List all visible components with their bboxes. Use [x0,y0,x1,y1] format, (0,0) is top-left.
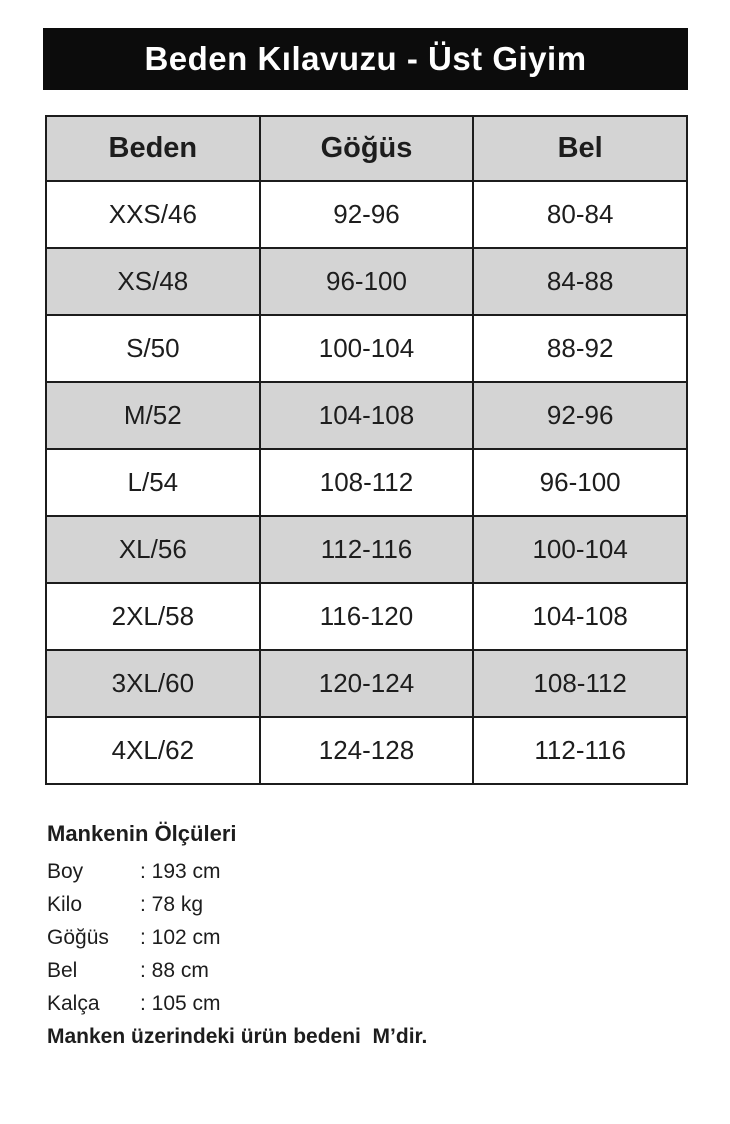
measurement-label: Göğüs [47,926,109,949]
table-row [46,516,687,583]
chest-cell: 96-100 [260,248,474,315]
waist-cell: 80-84 [473,181,687,248]
table-row [46,717,687,784]
column-header-bel: Bel [473,116,687,181]
size-cell: XL/56 [46,516,260,583]
size-cell: 3XL/60 [46,650,260,717]
measurement-label: Kalça [47,992,100,1015]
model-measurements-section [47,821,688,1053]
waist-cell: 84-88 [473,248,687,315]
model-measurements-heading: Mankenin Ölçüleri [47,821,237,846]
table-row [46,650,687,717]
table-row [46,382,687,449]
waist-cell: 92-96 [473,382,687,449]
table-row [46,449,687,516]
size-cell: S/50 [46,315,260,382]
measurement-value: : 88 cm [140,959,209,982]
size-table-header-row [46,116,687,181]
waist-cell: 108-112 [473,650,687,717]
chest-cell: 112-116 [260,516,474,583]
model-size-note: Manken üzerindeki ürün bedeni M’dir. [47,1025,428,1048]
chest-cell: 100-104 [260,315,474,382]
size-cell: 4XL/62 [46,717,260,784]
size-table-container [45,115,688,785]
chest-cell: 104-108 [260,382,474,449]
measurement-row-chest [47,921,688,954]
measurement-value: : 102 cm [140,926,221,949]
page-title: Beden Kılavuzu - Üst Giyim [144,40,587,77]
table-row [46,583,687,650]
measurement-label: Boy [47,860,84,883]
waist-cell: 96-100 [473,449,687,516]
waist-cell: 112-116 [473,717,687,784]
measurement-row-weight [47,888,688,921]
table-row [46,315,687,382]
measurement-label: Kilo [47,893,83,916]
measurement-row-waist [47,954,688,987]
chest-cell: 92-96 [260,181,474,248]
measurement-row-height [47,855,688,888]
measurement-row-hip [47,987,688,1020]
chest-cell: 120-124 [260,650,474,717]
measurement-label: Bel [47,959,78,982]
size-guide-title-bar [43,28,688,90]
column-header-gogus: Göğüs [260,116,474,181]
chest-cell: 116-120 [260,583,474,650]
measurement-value: : 78 kg [140,893,204,916]
waist-cell: 100-104 [473,516,687,583]
size-cell: M/52 [46,382,260,449]
waist-cell: 104-108 [473,583,687,650]
size-table [45,115,688,785]
chest-cell: 108-112 [260,449,474,516]
size-cell: 2XL/58 [46,583,260,650]
size-cell: XS/48 [46,248,260,315]
size-cell: XXS/46 [46,181,260,248]
waist-cell: 88-92 [473,315,687,382]
table-row [46,248,687,315]
measurement-value: : 193 cm [140,860,221,883]
chest-cell: 124-128 [260,717,474,784]
measurement-value: : 105 cm [140,992,221,1015]
size-cell: L/54 [46,449,260,516]
table-row [46,181,687,248]
column-header-beden: Beden [46,116,260,181]
